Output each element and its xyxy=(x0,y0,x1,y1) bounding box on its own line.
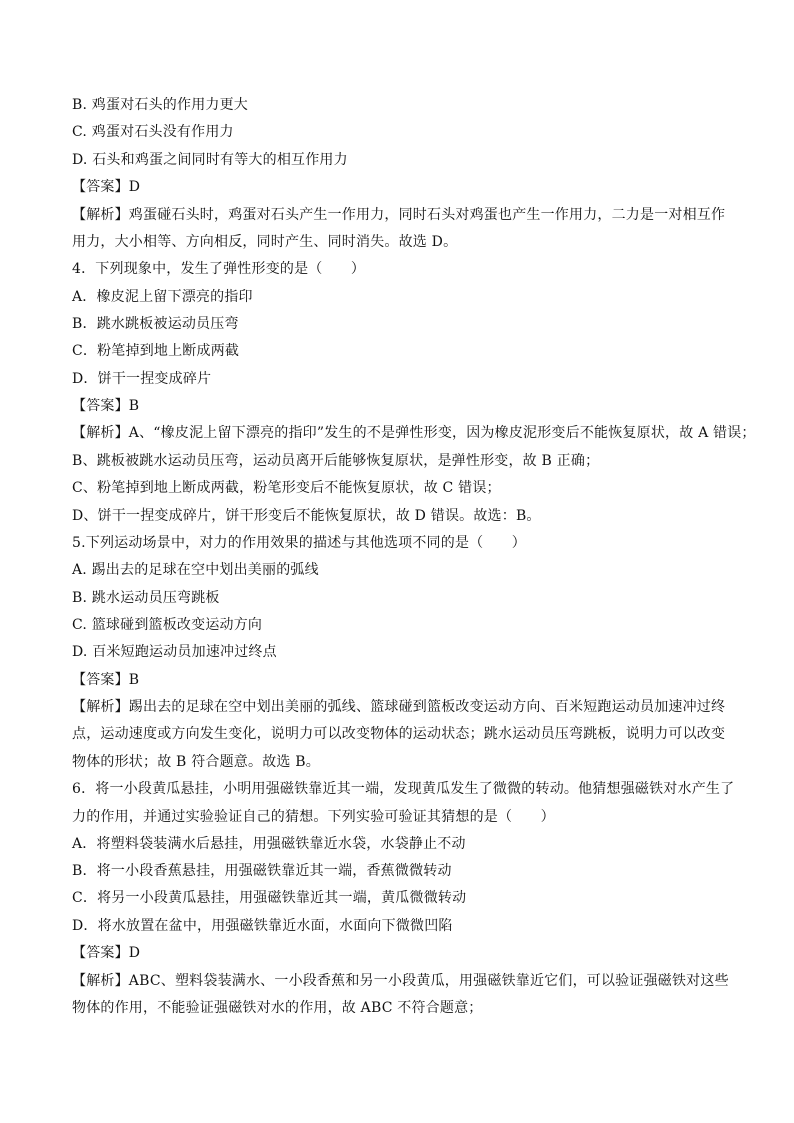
question-4-option-b: B．跳水跳板被运动员压弯 xyxy=(72,316,239,332)
question-4-analysis: C、粉笔掉到地上断成两截，粉笔形变后不能恢复原状，故 C 错误； xyxy=(72,480,501,496)
answer-line: 【答案】D xyxy=(72,179,141,195)
question-4-analysis: D、饼干一捏变成碎片，饼干形变后不能恢复原状，故 D 错误。故选：B。 xyxy=(72,508,541,524)
question-5-stem: 5.下列运动场景中，对力的作用效果的描述与其他选项不同的是（ ） xyxy=(72,535,526,551)
question-5-analysis: 点，运动速度或方向发生变化，说明力可以改变物体的运动状态；跳水运动员压弯跳板，说明力可以改变 xyxy=(72,726,726,742)
question-4-option-a: A．橡皮泥上留下漂亮的指印 xyxy=(72,289,253,305)
question-4-option-c: C．粉笔掉到地上断成两截 xyxy=(72,343,240,359)
question-6-option-b: B．将一小段香蕉悬挂，用强磁铁靠近其一端，香蕉微微转动 xyxy=(72,863,452,879)
question-5-option-d: D. 百米短跑运动员加速冲过终点 xyxy=(72,644,277,660)
question-6-stem: 力的作用，并通过实验验证自己的猜想。下列实验可验证其猜想的是（ ） xyxy=(72,809,555,825)
question-6-analysis: 【解析】ABC、塑料袋装满水、一小段香蕉和另一小段黄瓜，用强磁铁靠近它们，可以验证强磁铁对这些 xyxy=(72,973,729,989)
option-c-line: C. 鸡蛋对石头没有作用力 xyxy=(72,124,234,140)
question-4-analysis: 【解析】A、“橡皮泥上留下漂亮的指印”发生的不是弹性形变，因为橡皮泥形变后不能恢复原状，故 A 错误； xyxy=(72,425,756,441)
question-5-answer: 【答案】B xyxy=(72,672,140,688)
question-4-answer: 【答案】B xyxy=(72,398,140,414)
question-4-analysis: B、跳板被跳水运动员压弯，运动员离开后能够恢复原状，是弹性形变，故 B 正确； xyxy=(72,453,600,469)
analysis-line: 用力，大小相等、方向相反，同时产生、同时消失。故选 D。 xyxy=(72,234,458,250)
question-5-analysis: 【解析】踢出去的足球在空中划出美丽的弧线、篮球碰到篮板改变运动方向、百米短跑运动员加速冲过终 xyxy=(72,699,726,715)
question-5-option-b: B. 跳水运动员压弯跳板 xyxy=(72,590,220,606)
question-4-stem: 4．下列现象中，发生了弹性形变的是（ ） xyxy=(72,261,366,277)
option-d-line: D. 石头和鸡蛋之间同时有等大的相互作用力 xyxy=(72,152,348,168)
question-6-answer: 【答案】D xyxy=(72,945,141,961)
question-5-option-c: C. 篮球碰到篮板改变运动方向 xyxy=(72,617,263,633)
question-6-option-c: C．将另一小段黄瓜悬挂，用强磁铁靠近其一端，黄瓜微微转动 xyxy=(72,890,467,906)
question-6-option-d: D．将水放置在盆中，用强磁铁靠近水面，水面向下微微凹陷 xyxy=(72,918,453,934)
question-6-stem: 6．将一小段黄瓜悬挂，小明用强磁铁靠近其一端，发现黄瓜发生了微微的转动。他猜想强磁铁对水产生了 xyxy=(72,781,735,797)
question-4-option-d: D．饼干一捏变成碎片 xyxy=(72,371,212,387)
question-6-analysis: 物体的作用，不能验证强磁铁对水的作用，故 ABC 不符合题意； xyxy=(72,1000,483,1016)
question-6-option-a: A．将塑料袋装满水后悬挂，用强磁铁靠近水袋，水袋静止不动 xyxy=(72,836,466,852)
analysis-line: 【解析】鸡蛋碰石头时，鸡蛋对石头产生一作用力，同时石头对鸡蛋也产生一作用力，二力是一对相互作 xyxy=(72,207,726,223)
option-b-line: B. 鸡蛋对石头的作用力更大 xyxy=(72,97,248,113)
question-5-option-a: A. 踢出去的足球在空中划出美丽的弧线 xyxy=(72,562,319,578)
question-5-analysis: 物体的形状；故 B 符合题意。故选 B。 xyxy=(72,754,320,770)
